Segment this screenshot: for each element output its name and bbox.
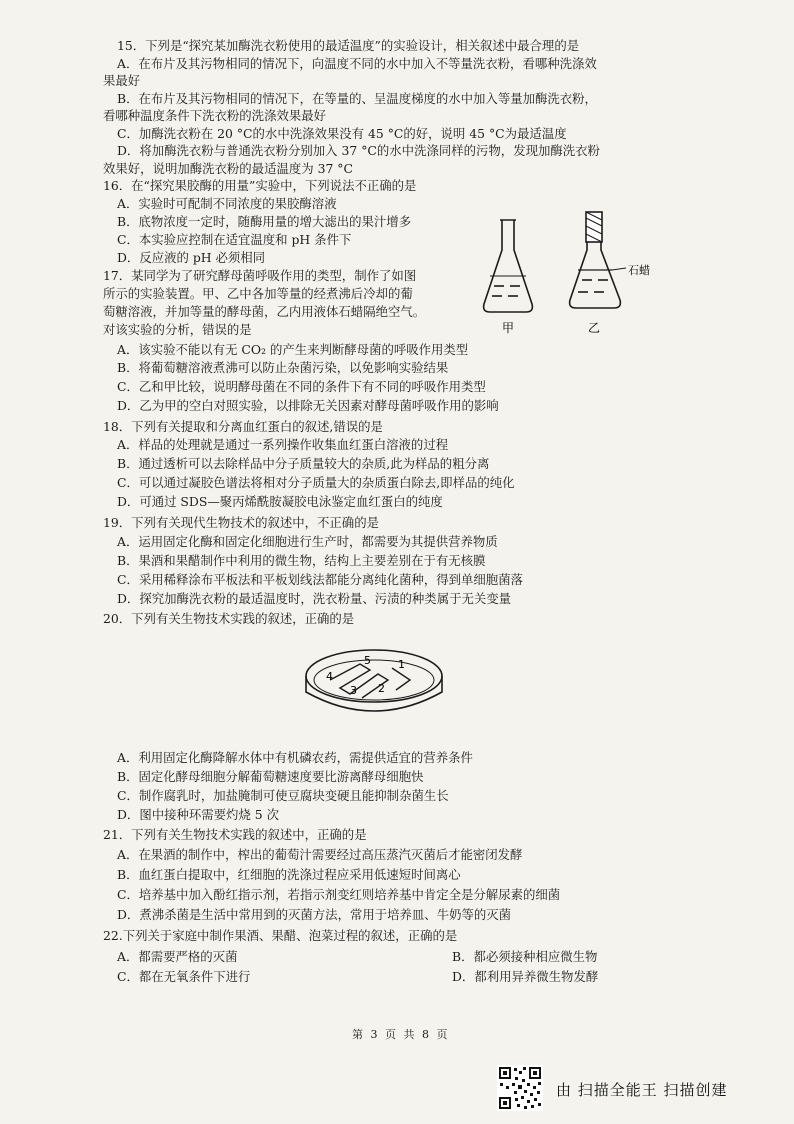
q17-option-d: D．乙为甲的空白对照实验，以排除无关因素对酵母菌呼吸作用的影响 bbox=[117, 398, 499, 413]
q15-option-b: B．在布片及其污物相同的情况下，在等量的、呈温度梯度的水中加入等量加酶洗衣粉， bbox=[117, 91, 597, 106]
q18-option-b: B．通过透析可以去除样品中分子质量较大的杂质,此为样品的粗分离 bbox=[117, 456, 490, 471]
q15-option-d-cont: 效果好，说明加酶洗衣粉的最适温度为 37 °C bbox=[103, 161, 353, 176]
q22-stem: 22.下列关于家庭中制作果酒、果醋、泡菜过程的叙述，正确的是 bbox=[103, 928, 458, 943]
q15-option-a: A．在布片及其污物相同的情况下，向温度不同的水中加入不等量洗衣粉，看哪种洗涤效 bbox=[117, 56, 597, 71]
q16-stem: 16．在“探究果胶酶的用量”实验中，下列说法不正确的是 bbox=[103, 178, 417, 193]
paraffin-label: 石蜡 bbox=[628, 264, 650, 277]
q18-option-a: A．样品的处理就是通过一系列操作收集血红蛋白溶液的过程 bbox=[117, 437, 449, 452]
petri-dish-figure bbox=[300, 640, 450, 730]
q18-option-d: D．可通过 SDS—聚丙烯酰胺凝胶电泳鉴定血红蛋白的纯度 bbox=[117, 494, 443, 509]
streak-label-5: 5 bbox=[364, 654, 371, 667]
q20-stem: 20．下列有关生物技术实践的叙述，正确的是 bbox=[103, 611, 355, 626]
q21-option-d: D．煮沸杀菌是生活中常用到的灭菌方法，常用于培养皿、牛奶等的灭菌 bbox=[117, 907, 512, 922]
q16-option-c: C．本实验应控制在适宜温度和 pH 条件下 bbox=[117, 232, 352, 247]
q17-option-a: A．该实验不能以有无 CO₂ 的产生来判断酵母菌的呼吸作用类型 bbox=[117, 342, 469, 357]
q22-option-c: C．都在无氧条件下进行 bbox=[117, 969, 251, 984]
flask-jia-label: 甲 bbox=[502, 321, 515, 335]
q17-stem-line1: 17．某同学为了研究酵母菌呼吸作用的类型，制作了如图 bbox=[103, 268, 417, 283]
q20-option-a: A．利用固定化酶降解水体中有机磷农药，需提供适宜的营养条件 bbox=[117, 750, 473, 765]
q20-option-d: D．图中接种环需要灼烧 5 次 bbox=[117, 807, 279, 822]
q15-stem: 15．下列是“探究某加酶洗衣粉使用的最适温度”的实验设计，相关叙述中最合理的是 bbox=[117, 38, 580, 53]
flask-yi bbox=[570, 212, 626, 308]
q16-option-a: A．实验时可配制不同浓度的果胶酶溶液 bbox=[117, 196, 337, 211]
q15-option-a-cont: 果最好 bbox=[103, 73, 141, 88]
q21-option-a: A．在果酒的制作中，榨出的葡萄汁需要经过高压蒸汽灭菌后才能密闭发酵 bbox=[117, 847, 523, 862]
q18-stem: 18．下列有关提取和分离血红蛋白的叙述,错误的是 bbox=[103, 419, 383, 434]
streak-label-1: 1 bbox=[398, 658, 405, 671]
q19-stem: 19．下列有关现代生物技术的叙述中，不正确的是 bbox=[103, 515, 379, 530]
q17-stem-line2: 所示的实验装置。甲、乙中各加等量的经煮沸后冷却的葡 bbox=[103, 286, 413, 301]
streak-label-2: 2 bbox=[378, 682, 385, 695]
streak-label-3: 3 bbox=[350, 684, 357, 697]
q21-option-b: B．血红蛋白提取中，红细胞的洗涤过程应采用低速短时间离心 bbox=[117, 867, 461, 882]
q16-option-d: D．反应液的 pH 必须相同 bbox=[117, 250, 266, 265]
q17-stem-line4: 对该实验的分析，错误的是 bbox=[103, 322, 252, 337]
q22-option-a: A．都需要严格的灭菌 bbox=[117, 949, 238, 964]
q16-option-b: B．底物浓度一定时，随酶用量的增大滤出的果汁增多 bbox=[117, 214, 412, 229]
scanner-watermark: 由 扫描全能王 扫描创建 bbox=[556, 1081, 728, 1099]
q19-option-b: B．果酒和果醋制作中利用的微生物，结构上主要差别在于有无核膜 bbox=[117, 553, 486, 568]
q20-option-b: B．固定化酵母细胞分解葡萄糖速度要比游离酵母细胞快 bbox=[117, 769, 424, 784]
q20-option-c: C．制作腐乳时，加盐腌制可使豆腐块变硬且能抑制杂菌生长 bbox=[117, 788, 449, 803]
q17-option-b: B．将葡萄糖溶液煮沸可以防止杂菌污染，以免影响实验结果 bbox=[117, 360, 449, 375]
flask-jia bbox=[484, 220, 533, 312]
yeast-flasks-figure bbox=[470, 208, 670, 338]
q18-option-c: C．可以通过凝胶色谱法将相对分子质量大的杂质蛋白除去,即样品的纯化 bbox=[117, 475, 515, 490]
q21-option-c: C．培养基中加入酚红指示剂，若指示剂变红则培养基中肯定全是分解尿素的细菌 bbox=[117, 887, 561, 902]
q19-option-d: D．探究加酶洗衣粉的最适温度时，洗衣粉量、污渍的种类属于无关变量 bbox=[117, 591, 512, 606]
q17-stem-line3: 萄糖溶液，并加等量的酵母菌，乙内用液体石蜡隔绝空气。 bbox=[103, 304, 426, 319]
qr-code-icon bbox=[497, 1065, 543, 1111]
q15-option-d: D．将加酶洗衣粉与普通洗衣粉分别加入 37 °C的水中洗涤同样的污物，发现加酶洗衣粉 bbox=[117, 143, 600, 158]
q19-option-c: C．采用稀释涂布平板法和平板划线法都能分离纯化菌种，得到单细胞菌落 bbox=[117, 572, 523, 587]
flask-yi-label: 乙 bbox=[588, 321, 601, 335]
q15-option-b-cont: 看哪种温度条件下洗衣粉的洗涤效果最好 bbox=[103, 108, 327, 123]
streak-label-4: 4 bbox=[326, 670, 333, 683]
q21-stem: 21．下列有关生物技术实践的叙述中，正确的是 bbox=[103, 827, 367, 842]
q22-option-b: B．都必须接种相应微生物 bbox=[452, 949, 598, 964]
q22-option-d: D．都利用异养微生物发酵 bbox=[452, 969, 599, 984]
q15-option-c: C．加酶洗衣粉在 20 °C的水中洗涤效果没有 45 °C的好，说明 45 °C为最适温度 bbox=[117, 126, 567, 141]
q19-option-a: A．运用固定化酶和固定化细胞进行生产时，都需要为其提供营养物质 bbox=[117, 534, 498, 549]
q17-option-c: C．乙和甲比较，说明酵母菌在不同的条件下有不同的呼吸作用类型 bbox=[117, 379, 486, 394]
page-number: 第 3 页 共 8 页 bbox=[352, 1028, 450, 1041]
